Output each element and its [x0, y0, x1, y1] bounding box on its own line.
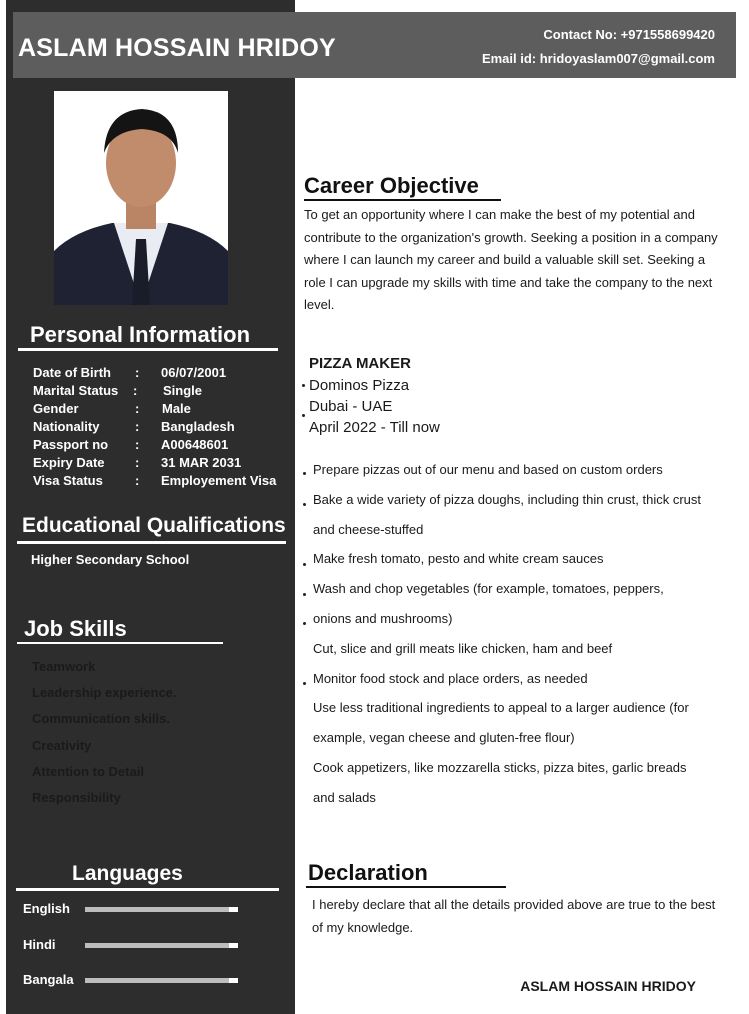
skill-item: Communication skills.	[32, 711, 170, 727]
duty-line: and salads	[313, 789, 376, 805]
header-bar	[13, 12, 736, 78]
email-address: Email id: hridoyaslam007@gmail.com	[481, 51, 715, 66]
info-label: Passport no	[33, 437, 109, 452]
languages-divider	[16, 888, 279, 891]
bullet-icon	[303, 593, 306, 596]
info-separator: :	[135, 455, 140, 470]
language-row-hindi	[23, 937, 238, 953]
job-location: Dubai - UAE	[309, 398, 393, 415]
duty-line: Use less traditional ingredients to appeal to a larger audience (for	[313, 700, 689, 716]
bullet-icon	[303, 472, 306, 475]
info-separator: :	[135, 473, 140, 488]
info-separator: :	[135, 401, 140, 416]
info-value: A00648601	[161, 437, 229, 452]
education-divider	[17, 541, 286, 544]
info-label: Visa Status	[33, 473, 103, 488]
declaration-text: I hereby declare that all the details provided above are true to the best of my knowledge.	[312, 897, 716, 935]
bullet-icon	[302, 384, 305, 387]
info-value: Employement Visa	[161, 473, 277, 488]
bullet-icon	[302, 414, 305, 417]
info-separator: :	[133, 383, 138, 398]
info-label: Marital Status	[33, 383, 119, 398]
language-name: English	[23, 901, 70, 916]
language-row-bangala	[23, 972, 238, 988]
language-level-fill	[85, 978, 229, 983]
bullet-icon	[303, 622, 306, 625]
info-separator: :	[135, 437, 140, 452]
skills-divider	[17, 642, 223, 644]
job-meta	[309, 375, 440, 438]
duty-line: Cut, slice and grill meats like chicken, ham and beef	[313, 640, 613, 656]
language-name: Hindi	[23, 937, 56, 952]
candidate-name: ASLAM HOSSAIN HRIDOY	[18, 34, 336, 62]
personal-info-divider	[18, 348, 278, 351]
education-heading: Educational Qualifications	[22, 514, 286, 537]
signature-name: ASLAM HOSSAIN HRIDOY	[520, 978, 696, 994]
duty-line: example, vegan cheese and gluten-free flour)	[313, 730, 575, 746]
bullet-icon	[303, 682, 306, 685]
info-value: Male	[162, 401, 191, 416]
person-silhouette-icon	[54, 91, 228, 305]
info-separator: :	[135, 419, 140, 434]
objective-divider	[304, 199, 501, 201]
duties-list	[313, 458, 701, 816]
languages-heading: Languages	[72, 862, 183, 885]
language-name: Bangala	[23, 972, 74, 987]
duty-line: Monitor food stock and place orders, as needed	[313, 670, 588, 686]
info-label: Expiry Date	[33, 455, 105, 470]
bullet-icon	[303, 503, 306, 506]
declaration-heading: Declaration	[308, 860, 428, 885]
contact-block	[482, 23, 715, 71]
duty-line: Cook appetizers, like mozzarella sticks, pizza bites, garlic breads	[313, 759, 687, 775]
skill-item: Teamwork	[32, 659, 96, 674]
education-item: Higher Secondary School	[31, 552, 190, 567]
employer: Dominos Pizza	[309, 377, 410, 394]
duty-line: Make fresh tomato, pesto and white cream sauces	[313, 551, 604, 567]
skill-item: Attention to Detail	[32, 763, 144, 779]
language-row-english	[23, 901, 238, 917]
skill-item: Creativity	[32, 737, 92, 753]
duty-line: and cheese-stuffed	[313, 521, 424, 537]
job-period: April 2022 - Till now	[309, 419, 440, 436]
objective-heading: Career Objective	[304, 173, 479, 198]
language-level-fill	[85, 907, 229, 912]
duty-line: Wash and chop vegetables (for example, tomatoes, peppers,	[313, 581, 664, 597]
skills-list	[32, 657, 177, 814]
info-label: Gender	[33, 401, 79, 416]
skills-heading: Job Skills	[24, 616, 127, 641]
job-title: PIZZA MAKER	[309, 355, 411, 372]
info-separator: :	[135, 365, 140, 380]
skill-item: Leadership experience.	[32, 685, 177, 701]
info-label: Nationality	[33, 419, 100, 434]
duty-line: Prepare pizzas out of our menu and based on custom orders	[313, 462, 663, 477]
language-level-bar	[85, 978, 238, 983]
language-level-fill	[85, 943, 229, 948]
contact-number: Contact No: +971558699420	[543, 27, 715, 42]
info-value: 31 MAR 2031	[161, 455, 242, 470]
info-value: Bangladesh	[161, 419, 235, 434]
language-level-bar	[85, 907, 238, 912]
personal-info-heading: Personal Information	[30, 322, 251, 347]
language-level-bar	[85, 943, 238, 948]
bullet-icon	[303, 563, 306, 566]
info-value: Single	[163, 383, 203, 398]
declaration-divider	[306, 886, 506, 888]
profile-photo	[54, 91, 228, 305]
info-value: 06/07/2001	[161, 365, 227, 380]
info-label: Date of Birth	[33, 365, 111, 380]
objective-text: To get an opportunity where I can make the best of my potential and contribute to the organization's growth. Seeking a position in a company where I can launch my career and build a valuable skill set. Seeking a role I can upgrade my skills with time and take the company to the next level.	[304, 207, 718, 312]
duty-line: onions and mushrooms)	[313, 610, 453, 626]
duty-line: Bake a wide variety of pizza doughs, including thin crust, thick crust	[313, 491, 702, 507]
skill-item: Responsibility	[32, 789, 121, 805]
